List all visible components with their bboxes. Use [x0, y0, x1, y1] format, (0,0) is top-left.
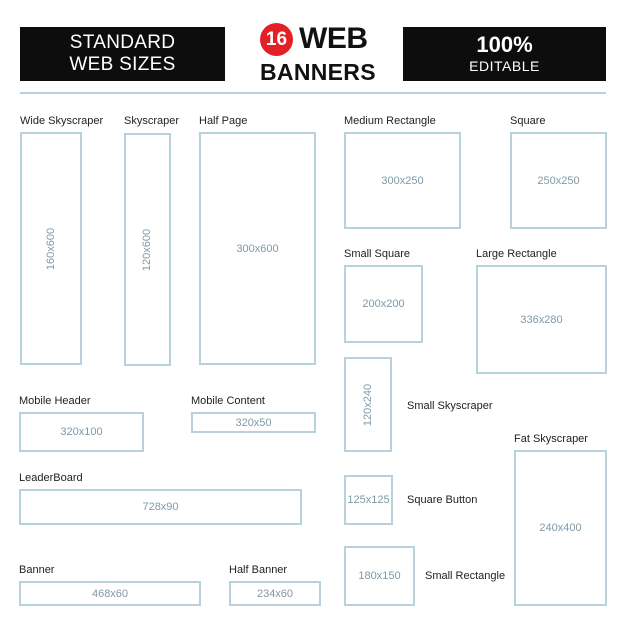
leaderboard-size: 728x90	[142, 501, 179, 513]
banner-box	[19, 581, 201, 606]
count-badge: 16	[260, 23, 293, 56]
half-page-size: 300x600	[236, 242, 279, 255]
mobile-content-size: 320x50	[235, 416, 272, 429]
standard-web-sizes-box	[20, 27, 225, 81]
small-square-box	[344, 265, 423, 343]
title-banners: BANNERS	[260, 59, 376, 85]
square-size: 250x250	[537, 174, 580, 187]
fat-skyscraper-size: 240x400	[539, 522, 582, 534]
header-left-line2: WEB SIZES	[69, 54, 176, 75]
medium-rectangle-size: 300x250	[381, 174, 424, 187]
mobile-header-label: Mobile Header	[19, 395, 91, 407]
header-left-line1: STANDARD	[69, 32, 176, 53]
header-right-big: 100%	[476, 32, 533, 57]
mobile-header-size: 320x100	[60, 426, 103, 438]
half-banner-label: Half Banner	[229, 564, 288, 576]
skyscraper-size: 120x600	[141, 228, 154, 271]
skyscraper-label: Skyscraper	[124, 115, 180, 127]
small-rectangle-size: 180x150	[358, 570, 401, 582]
title-web: WEB	[299, 22, 368, 55]
small-skyscraper-size: 120x240	[362, 383, 374, 426]
small-rectangle-label: Small Rectangle	[425, 570, 506, 582]
square-label: Square	[510, 115, 546, 127]
medium-rectangle-box	[344, 132, 461, 229]
wide-skyscraper-label: Wide Skyscraper	[20, 115, 104, 127]
half-page-label: Half Page	[199, 115, 248, 127]
square-button-size: 125x125	[347, 494, 390, 506]
small-square-label: Small Square	[344, 248, 411, 260]
square-box	[510, 132, 607, 229]
small-rectangle-box	[344, 546, 415, 606]
wide-skyscraper-box	[20, 132, 82, 365]
half-page-box	[199, 132, 316, 365]
wide-skyscraper-size: 160x600	[45, 227, 57, 270]
mobile-content-label: Mobile Content	[191, 395, 265, 407]
half-banner-box	[229, 581, 321, 606]
large-rectangle-label: Large Rectangle	[476, 248, 557, 260]
header-divider	[20, 92, 606, 94]
fat-skyscraper-label: Fat Skyscraper	[514, 433, 588, 445]
square-button-label: Square Button	[407, 494, 478, 506]
mobile-header-box	[19, 412, 144, 452]
editable-box	[403, 27, 606, 81]
small-skyscraper-label: Small Skyscraper	[407, 400, 493, 412]
medium-rectangle-label: Medium Rectangle	[344, 115, 436, 127]
half-banner-size: 234x60	[256, 587, 294, 600]
mobile-content-box	[191, 412, 316, 433]
small-skyscraper-box	[344, 357, 392, 452]
page-title	[256, 20, 374, 88]
header-right-small: EDITABLE	[469, 58, 540, 74]
fat-skyscraper-box	[514, 450, 607, 606]
skyscraper-box	[124, 133, 171, 366]
small-square-size: 200x200	[362, 298, 405, 310]
large-rectangle-box	[476, 265, 607, 374]
leaderboard-label: LeaderBoard	[19, 472, 83, 484]
square-button-box	[344, 475, 393, 525]
large-rectangle-size: 336x280	[520, 313, 563, 326]
banner-label: Banner	[19, 564, 55, 576]
banner-size: 468x60	[91, 587, 129, 600]
leaderboard-box	[19, 489, 302, 525]
